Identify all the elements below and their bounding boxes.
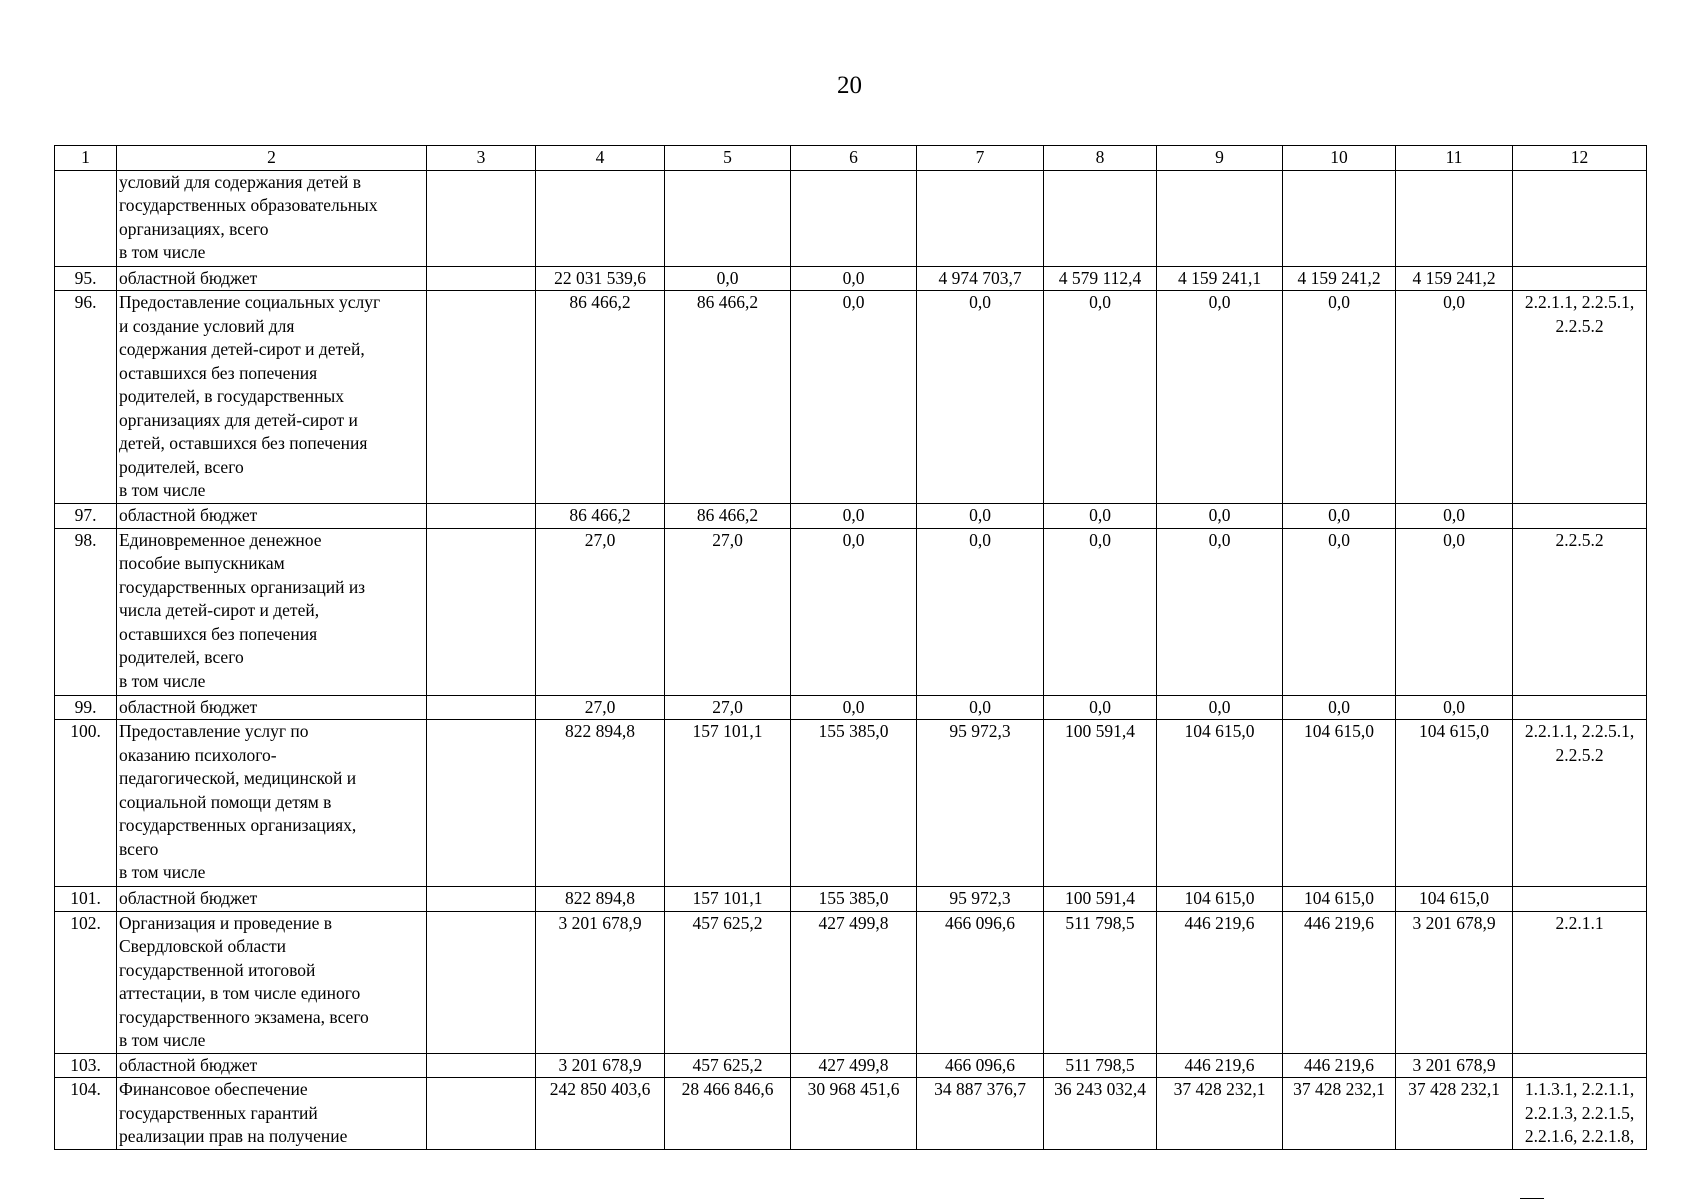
row-value-col-11: 0,0 bbox=[1396, 291, 1513, 504]
row-value-col-6: 0,0 bbox=[791, 695, 917, 720]
row-target-ref bbox=[1513, 695, 1647, 720]
row-target-ref: 2.2.1.1 bbox=[1513, 911, 1647, 1053]
row-value-col-4: 86 466,2 bbox=[536, 291, 665, 504]
row-value-col-9 bbox=[1157, 170, 1283, 266]
row-value-col-8: 0,0 bbox=[1044, 291, 1157, 504]
table-row bbox=[55, 1053, 1647, 1078]
row-value-col-10 bbox=[1283, 170, 1396, 266]
column-header-12: 12 bbox=[1513, 146, 1647, 171]
table-row bbox=[55, 720, 1647, 887]
row-col-3 bbox=[427, 887, 536, 912]
row-value-col-6: 0,0 bbox=[791, 504, 917, 529]
row-value-col-4: 242 850 403,6 bbox=[536, 1078, 665, 1150]
column-header-7: 7 bbox=[917, 146, 1044, 171]
row-value-col-11: 3 201 678,9 bbox=[1396, 911, 1513, 1053]
row-target-ref bbox=[1513, 887, 1647, 912]
row-name: Организация и проведение в Свердловской области государственной итоговой аттестации, в том числе единого государственного экзамена, всего в том числе bbox=[117, 911, 427, 1053]
row-value-col-8: 0,0 bbox=[1044, 528, 1157, 695]
row-value-col-6: 427 499,8 bbox=[791, 1053, 917, 1078]
row-value-col-9: 104 615,0 bbox=[1157, 720, 1283, 887]
row-name: Единовременное денежное пособие выпускникам государственных организаций из числа детей-сирот и детей, оставшихся без попечения родителей, всего в том числе bbox=[117, 528, 427, 695]
row-value-col-10: 37 428 232,1 bbox=[1283, 1078, 1396, 1150]
row-value-col-4: 3 201 678,9 bbox=[536, 911, 665, 1053]
table-row bbox=[55, 528, 1647, 695]
row-value-col-9: 0,0 bbox=[1157, 695, 1283, 720]
row-col-3 bbox=[427, 1053, 536, 1078]
column-header-1: 1 bbox=[55, 146, 117, 171]
column-number-header-row bbox=[55, 146, 1647, 171]
row-col-3 bbox=[427, 266, 536, 291]
row-value-col-5: 157 101,1 bbox=[665, 720, 791, 887]
row-target-ref bbox=[1513, 170, 1647, 266]
row-value-col-8: 36 243 032,4 bbox=[1044, 1078, 1157, 1150]
row-col-3 bbox=[427, 695, 536, 720]
row-value-col-6: 0,0 bbox=[791, 266, 917, 291]
row-value-col-5: 157 101,1 bbox=[665, 887, 791, 912]
row-value-col-7: 34 887 376,7 bbox=[917, 1078, 1044, 1150]
table-row bbox=[55, 1078, 1647, 1150]
row-name: Финансовое обеспечение государственных гарантий реализации прав на получение bbox=[117, 1078, 427, 1150]
row-value-col-8: 100 591,4 bbox=[1044, 887, 1157, 912]
row-value-col-4: 22 031 539,6 bbox=[536, 266, 665, 291]
row-value-col-7: 466 096,6 bbox=[917, 1053, 1044, 1078]
table-row bbox=[55, 266, 1647, 291]
table-row bbox=[55, 695, 1647, 720]
row-target-ref bbox=[1513, 504, 1647, 529]
row-value-col-5: 457 625,2 bbox=[665, 911, 791, 1053]
row-value-col-4: 27,0 bbox=[536, 528, 665, 695]
row-value-col-6: 30 968 451,6 bbox=[791, 1078, 917, 1150]
row-number bbox=[55, 170, 117, 266]
row-target-ref: 1.1.3.1, 2.2.1.1, 2.2.1.3, 2.2.1.5, 2.2.1.6, 2.2.1.8, bbox=[1513, 1078, 1647, 1150]
page-number: 20 bbox=[837, 72, 862, 99]
row-value-col-8: 0,0 bbox=[1044, 504, 1157, 529]
table-row bbox=[55, 504, 1647, 529]
column-header-10: 10 bbox=[1283, 146, 1396, 171]
footer-dash bbox=[1520, 1198, 1544, 1199]
row-value-col-4: 822 894,8 bbox=[536, 887, 665, 912]
row-number: 102. bbox=[55, 911, 117, 1053]
row-value-col-4: 3 201 678,9 bbox=[536, 1053, 665, 1078]
row-value-col-11: 37 428 232,1 bbox=[1396, 1078, 1513, 1150]
column-header-4: 4 bbox=[536, 146, 665, 171]
row-value-col-8: 0,0 bbox=[1044, 695, 1157, 720]
row-value-col-4: 86 466,2 bbox=[536, 504, 665, 529]
row-value-col-9: 0,0 bbox=[1157, 528, 1283, 695]
row-name: областной бюджет bbox=[117, 266, 427, 291]
column-header-9: 9 bbox=[1157, 146, 1283, 171]
row-target-ref: 2.2.1.1, 2.2.5.1, 2.2.5.2 bbox=[1513, 291, 1647, 504]
row-number: 101. bbox=[55, 887, 117, 912]
row-number: 103. bbox=[55, 1053, 117, 1078]
row-value-col-4: 822 894,8 bbox=[536, 720, 665, 887]
row-value-col-6: 0,0 bbox=[791, 528, 917, 695]
row-col-3 bbox=[427, 528, 536, 695]
row-value-col-11: 104 615,0 bbox=[1396, 887, 1513, 912]
row-value-col-9: 0,0 bbox=[1157, 291, 1283, 504]
row-value-col-6: 427 499,8 bbox=[791, 911, 917, 1053]
row-value-col-10: 0,0 bbox=[1283, 291, 1396, 504]
row-name: Предоставление социальных услуг и создание условий для содержания детей-сирот и детей, оставшихся без попечения родителей, в государственных организациях для детей-сирот и детей, оставшихся без попечения родителей, всего в том числе bbox=[117, 291, 427, 504]
row-value-col-11: 4 159 241,2 bbox=[1396, 266, 1513, 291]
row-value-col-10: 446 219,6 bbox=[1283, 1053, 1396, 1078]
row-number: 97. bbox=[55, 504, 117, 529]
row-value-col-5: 28 466 846,6 bbox=[665, 1078, 791, 1150]
row-value-col-10: 0,0 bbox=[1283, 528, 1396, 695]
row-value-col-4: 27,0 bbox=[536, 695, 665, 720]
row-value-col-5 bbox=[665, 170, 791, 266]
row-value-col-10: 104 615,0 bbox=[1283, 720, 1396, 887]
column-header-3: 3 bbox=[427, 146, 536, 171]
row-value-col-6: 0,0 bbox=[791, 291, 917, 504]
row-col-3 bbox=[427, 911, 536, 1053]
row-value-col-7: 95 972,3 bbox=[917, 887, 1044, 912]
row-value-col-10: 4 159 241,2 bbox=[1283, 266, 1396, 291]
row-col-3 bbox=[427, 720, 536, 887]
column-header-2: 2 bbox=[117, 146, 427, 171]
row-value-col-9: 4 159 241,1 bbox=[1157, 266, 1283, 291]
row-value-col-8 bbox=[1044, 170, 1157, 266]
row-value-col-5: 86 466,2 bbox=[665, 291, 791, 504]
row-value-col-5: 27,0 bbox=[665, 695, 791, 720]
row-value-col-6: 155 385,0 bbox=[791, 720, 917, 887]
row-target-ref: 2.2.5.2 bbox=[1513, 528, 1647, 695]
row-value-col-5: 0,0 bbox=[665, 266, 791, 291]
row-value-col-9: 446 219,6 bbox=[1157, 1053, 1283, 1078]
row-target-ref bbox=[1513, 266, 1647, 291]
row-col-3 bbox=[427, 504, 536, 529]
row-value-col-10: 104 615,0 bbox=[1283, 887, 1396, 912]
row-number: 100. bbox=[55, 720, 117, 887]
row-value-col-8: 511 798,5 bbox=[1044, 911, 1157, 1053]
row-value-col-7 bbox=[917, 170, 1044, 266]
row-target-ref: 2.2.1.1, 2.2.5.1, 2.2.5.2 bbox=[1513, 720, 1647, 887]
row-value-col-9: 0,0 bbox=[1157, 504, 1283, 529]
row-name: условий для содержания детей в государственных образовательных организациях, всего в том числе bbox=[117, 170, 427, 266]
row-value-col-7: 0,0 bbox=[917, 695, 1044, 720]
row-col-3 bbox=[427, 170, 536, 266]
row-value-col-10: 446 219,6 bbox=[1283, 911, 1396, 1053]
row-value-col-11: 0,0 bbox=[1396, 695, 1513, 720]
row-value-col-10: 0,0 bbox=[1283, 504, 1396, 529]
row-value-col-10: 0,0 bbox=[1283, 695, 1396, 720]
row-value-col-7: 466 096,6 bbox=[917, 911, 1044, 1053]
row-number: 96. bbox=[55, 291, 117, 504]
row-number: 99. bbox=[55, 695, 117, 720]
row-value-col-11: 104 615,0 bbox=[1396, 720, 1513, 887]
column-header-5: 5 bbox=[665, 146, 791, 171]
row-target-ref bbox=[1513, 1053, 1647, 1078]
table-body bbox=[55, 146, 1647, 1150]
row-name: областной бюджет bbox=[117, 1053, 427, 1078]
row-name: областной бюджет bbox=[117, 887, 427, 912]
row-value-col-11: 3 201 678,9 bbox=[1396, 1053, 1513, 1078]
row-value-col-11: 0,0 bbox=[1396, 528, 1513, 695]
row-value-col-7: 0,0 bbox=[917, 291, 1044, 504]
row-value-col-5: 27,0 bbox=[665, 528, 791, 695]
row-value-col-9: 37 428 232,1 bbox=[1157, 1078, 1283, 1150]
column-header-11: 11 bbox=[1396, 146, 1513, 171]
row-value-col-5: 457 625,2 bbox=[665, 1053, 791, 1078]
budget-table bbox=[54, 145, 1647, 1150]
row-value-col-5: 86 466,2 bbox=[665, 504, 791, 529]
row-number: 98. bbox=[55, 528, 117, 695]
row-name: областной бюджет bbox=[117, 504, 427, 529]
row-value-col-8: 4 579 112,4 bbox=[1044, 266, 1157, 291]
row-col-3 bbox=[427, 291, 536, 504]
row-name: областной бюджет bbox=[117, 695, 427, 720]
row-value-col-9: 446 219,6 bbox=[1157, 911, 1283, 1053]
table-row bbox=[55, 887, 1647, 912]
row-value-col-7: 0,0 bbox=[917, 504, 1044, 529]
row-col-3 bbox=[427, 1078, 536, 1150]
table-row bbox=[55, 911, 1647, 1053]
table-row bbox=[55, 291, 1647, 504]
row-name: Предоставление услуг по оказанию психолого- педагогической, медицинской и социальной помощи детям в государственных организациях, всего в том числе bbox=[117, 720, 427, 887]
row-value-col-9: 104 615,0 bbox=[1157, 887, 1283, 912]
row-number: 95. bbox=[55, 266, 117, 291]
row-value-col-7: 95 972,3 bbox=[917, 720, 1044, 887]
row-value-col-6 bbox=[791, 170, 917, 266]
row-value-col-7: 4 974 703,7 bbox=[917, 266, 1044, 291]
row-value-col-7: 0,0 bbox=[917, 528, 1044, 695]
row-value-col-4 bbox=[536, 170, 665, 266]
table-row bbox=[55, 170, 1647, 266]
column-header-6: 6 bbox=[791, 146, 917, 171]
column-header-8: 8 bbox=[1044, 146, 1157, 171]
row-value-col-6: 155 385,0 bbox=[791, 887, 917, 912]
row-value-col-11 bbox=[1396, 170, 1513, 266]
row-number: 104. bbox=[55, 1078, 117, 1150]
row-value-col-11: 0,0 bbox=[1396, 504, 1513, 529]
row-value-col-8: 100 591,4 bbox=[1044, 720, 1157, 887]
row-value-col-8: 511 798,5 bbox=[1044, 1053, 1157, 1078]
